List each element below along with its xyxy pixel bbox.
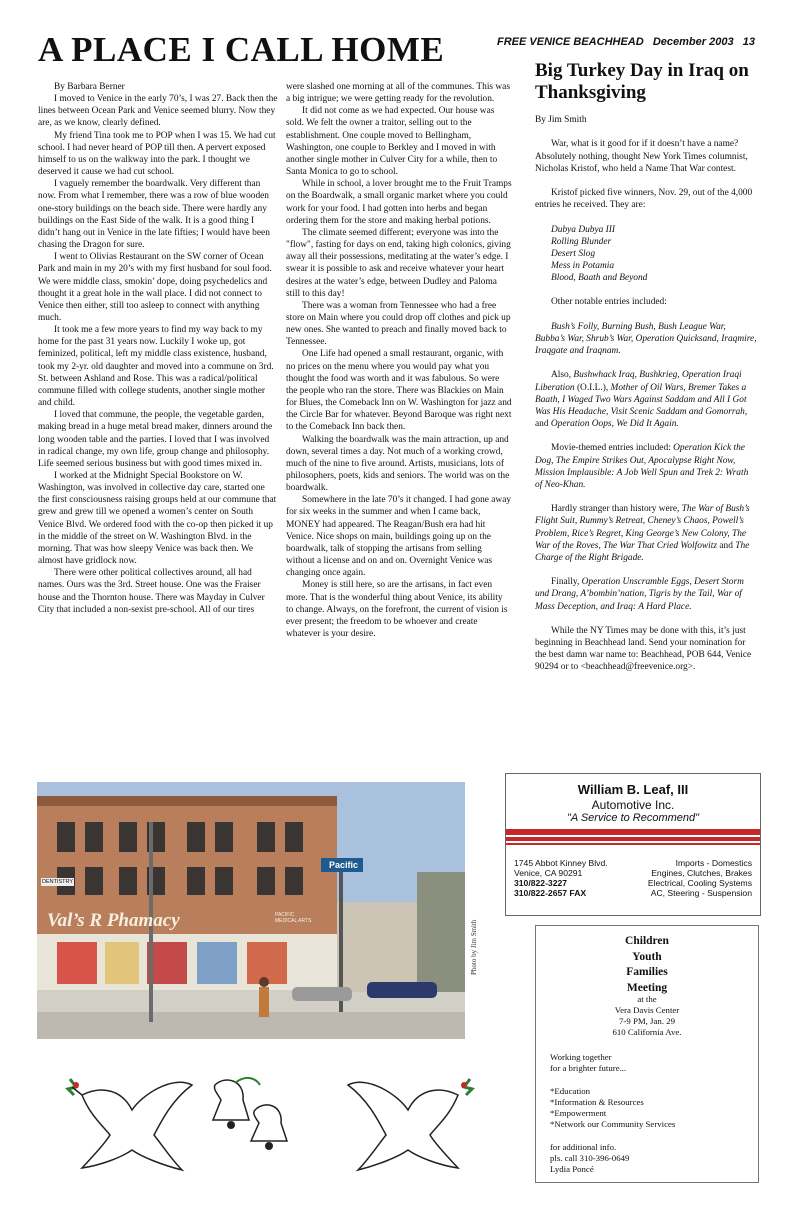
flyer-tagline: for a brighter future... bbox=[550, 1063, 627, 1074]
flyer-heading bbox=[536, 934, 758, 996]
article-column-2 bbox=[286, 81, 512, 640]
red-stripe bbox=[506, 843, 760, 845]
dentistry-sign: DENTISTRY bbox=[42, 879, 74, 885]
meeting-flyer bbox=[535, 925, 759, 1183]
paragraph: Kristof picked five winners, Nov. 29, out of the 4,000 entries he received. They are: bbox=[535, 188, 753, 211]
entries-text: Bush’s Folly, Burning Bush, Bush League War, Bubba’s War, Shrub’s War, Operation Quicksand, Iraqmire, Iraqgate and Iraqnam. bbox=[535, 321, 757, 357]
flyer-at: at the bbox=[637, 994, 657, 1004]
paragraph: Other notable entries included: bbox=[551, 297, 667, 308]
paragraph: There were other political collectives around, all had names. Ours was the 3rd. Street house. One was the Fraiser house and the Thornton house. There was Mayday in Culver City that included a non-sexist pre-school. All of our tires bbox=[38, 568, 265, 615]
publication-name: FREE VENICE BEACHHEAD bbox=[497, 36, 644, 48]
paragraph: I vaguely remember the boardwalk. Very different than now. From what I remember, there was a row of blue wooden one-story buildings on the beach side. There were hardly any buildings on the East Side of the walk. It is a good thing I didn’t hang out in Venice in the late fifties; I would have been chasing the Dragon for sure. bbox=[38, 179, 270, 251]
paragraph: I went to Olivias Restaurant on the SW corner of Ocean Park and main in my 20’s with my first husband for soul food. We were middle class, smokin’ dope, doing psychedelics and thought it a great hole in the wall place. I did not connect to Venice then either, still too asleep to connect with anything much. bbox=[38, 252, 272, 323]
bells-icon bbox=[205, 1075, 295, 1160]
entries-text: The War of Bush’s Flight Suit, Rummy’s Retreat, Cheney’s Chaos, Powell’s Problem, Rice’s Regret, King George’s New Colony, The War of the Roves, The War That Cried Wolfowitz bbox=[535, 504, 750, 551]
page-number: 13 bbox=[742, 36, 755, 48]
red-stripe bbox=[506, 829, 760, 835]
paragraph: The climate seemed different; everyone was into the "flow", fasting for days on end, taking high colonics, giving away all their possessions, meditating at the water’s edge. I swear it is possible to ask and receive whatever your heart desires at the water’s edge, between Dudley and Paloma still to this day! bbox=[286, 227, 511, 299]
paragraph: There was a woman from Tennessee who had a free store on Main where you could drop off clothes and pick up new ones. She wanted to preach and finally moved back to Tennessee. bbox=[286, 300, 511, 348]
side-article bbox=[535, 60, 757, 686]
entries-text: Operation Unscramble Eggs, Desert Storm und Drang, A’bombin’nation, Tigris by the Tail, War of Mass Deception, and Iraq: A Hard Place. bbox=[535, 577, 744, 612]
ad-phone bbox=[514, 878, 608, 888]
paragraph bbox=[535, 576, 757, 612]
street-photo bbox=[37, 782, 465, 1039]
entries-text: Mother of Oil Wars, Bremer Takes a Baath, I Waged Two Wars Against Saddam and All I Got Was His Headache, Visit Scenic Saddam and Gomorrah, bbox=[535, 382, 748, 417]
paragraph: While in school, a lover brought me to the Fruit Tramps on the Boardwalk, a small organic market where you could work for your food. I had gotten into herbs and began ordering them for the store and making herbal potions. bbox=[286, 179, 512, 226]
medical-arts-sign: PACIFIC MEDICAL ARTS bbox=[275, 912, 312, 924]
entries-text: Operation Kick the Dog, The Empire Strikes Out, Apocalypse Right Now, Mission Implausible: A Job Well Spun and Trek 2: Wrath of Neo-Khan. bbox=[535, 443, 749, 490]
byline: By Barbara Berner bbox=[54, 82, 125, 92]
red-stripe bbox=[506, 837, 760, 841]
flyer-item: *Network our Community Services bbox=[550, 1119, 676, 1130]
paragraph bbox=[535, 369, 757, 430]
paragraph bbox=[535, 503, 757, 564]
flyer-time: 7-9 PM, Jan. 29 bbox=[619, 1016, 675, 1026]
entries-text: The Charge of the Right Brigade. bbox=[535, 540, 750, 563]
flyer-address: 610 California Ave. bbox=[612, 1027, 682, 1037]
flyer-body bbox=[550, 1052, 750, 1176]
winners-list bbox=[535, 224, 757, 285]
text: Movie-themed entries included: bbox=[551, 443, 674, 454]
street-sign: Pacific bbox=[329, 860, 359, 870]
ad-slogan: "A Service to Recommend" bbox=[566, 812, 700, 824]
paragraph bbox=[535, 321, 757, 357]
paragraph: Money is still here, so are the artisans, in fact even more. That is the wonderful thing about Venice, its ability to change. Always, on the forefront, the current of vision is ever present; the freedom to be whoever and create whatever is your desire. bbox=[286, 580, 508, 640]
ad-fax bbox=[514, 888, 608, 898]
auto-shop-ad bbox=[505, 773, 761, 916]
paragraph: Somewhere in the late 70’s it changed. I had gone away for six weeks in the summer and when I came back, MONEY had appeared. The Reagan/Bush era had hit Venice. Nice shops on main, buildings going up on the boardwalk, talk of stopping the artisans from selling without a license and on and on. Overnight Venice was changing once again. bbox=[286, 495, 512, 579]
list-item: Desert Slog bbox=[551, 248, 596, 259]
paragraph: It took me a few more years to find my way back to my home for the past 31 years now. Luckily I woke up, got feminized, political, left my middle class existence, husband, took my 2-yr. old daughter and moved into a commune on 3rd. St. between Ashland and Rose. This was a radical/political commune filled with college students, another single mother and child. bbox=[38, 325, 274, 409]
ad-company: Automotive Inc. bbox=[591, 798, 675, 812]
masthead bbox=[497, 36, 755, 48]
paragraph: One Life had opened a small restaurant, organic, with no prices on the menu where you would pay what you thought the food was worth and it was fabulous. So were the people who ran the store. There was Blackies on Main for Blues, the Comeback Inn on W. Washington for jazz and the Circle Bar for whatever. Beyond Baroque was right next to the Comeback Inn back then. bbox=[286, 349, 512, 433]
flyer-info: for additional info. bbox=[550, 1141, 617, 1152]
flyer-item: *Education bbox=[550, 1085, 591, 1096]
ad-service: AC, Steering - Suspension bbox=[650, 888, 752, 898]
flyer-tagline: Working together bbox=[550, 1052, 612, 1062]
paragraph: While the NY Times may be done with this, it’s just beginning in Beachhead land. Send your nomination for the best damn war name to: Beachhead, POB 644, Venice 90294 or to <beachhead@freevenice.org>. bbox=[535, 625, 752, 673]
paragraph: My friend Tina took me to POP when I was 15. We had cut school. I had never heard of POP till then. A pervert exposed himself to us on the walkway into the park. I thought we deserved it cause we had cut school. bbox=[38, 130, 276, 178]
ad-service: Electrical, Cooling Systems bbox=[647, 878, 752, 888]
dove-icon bbox=[338, 1065, 478, 1180]
text: and bbox=[535, 419, 551, 430]
ad-service: Imports - Domestics bbox=[675, 858, 752, 868]
flyer-venue: Vera Davis Center bbox=[614, 1005, 680, 1015]
flyer-heading-line: Children bbox=[625, 935, 669, 947]
list-item: Mess in Potamia bbox=[551, 260, 615, 271]
ad-fax-number: 310/822-2657 FAX bbox=[514, 888, 587, 898]
ad-services bbox=[648, 858, 752, 898]
issue-date: December 2003 bbox=[652, 36, 734, 48]
side-article-title: Big Turkey Day in Iraq on Thanksgiving bbox=[535, 60, 749, 103]
page-title: A PLACE I CALL HOME bbox=[38, 30, 445, 69]
flyer-item: *Information & Resources bbox=[550, 1096, 644, 1107]
list-item: Blood, Baath and Beyond bbox=[551, 273, 648, 284]
paragraph: I loved that commune, the people, the vegetable garden, making bread in a huge metal bread maker, dinners around the long wooden table and the parties. I loved that I was involved in radical change, my own life, group change and philosophy. Life seemed serious business but with good times mixed in. bbox=[38, 410, 273, 469]
text: and bbox=[717, 540, 736, 551]
paragraph: were slashed one morning at all of the communes. This was a big intrigue; we were getting ready for the revolution. bbox=[286, 82, 510, 105]
text: (O.I.L.), bbox=[574, 382, 611, 393]
flyer-heading-line: Youth bbox=[632, 950, 662, 963]
article-column-1 bbox=[38, 81, 278, 616]
pharmacy-sign: Val’s R Phamacy bbox=[47, 910, 180, 931]
ad-contact bbox=[514, 858, 608, 898]
ad-address: 1745 Abbot Kinney Blvd. bbox=[514, 858, 608, 868]
flyer-heading-line: Meeting bbox=[626, 981, 668, 994]
ad-city: Venice, CA 90291 bbox=[514, 868, 583, 878]
list-item: Dubya Dubya III bbox=[551, 224, 616, 235]
list-item: Rolling Blunder bbox=[551, 236, 612, 247]
flyer-heading-line: Families bbox=[626, 966, 668, 978]
flyer-contact: Lydia Poncé bbox=[550, 1164, 594, 1175]
flyer-details bbox=[536, 994, 758, 1038]
entries-text: Operation Oops, We Did It Again. bbox=[550, 419, 679, 430]
side-byline: By Jim Smith bbox=[535, 115, 587, 125]
paragraph: War, what is it good for if it doesn’t have a name? Absolutely nothing, thought New York Times columnist, Nicholas Kristof, who held a Name That War contest. bbox=[535, 139, 748, 174]
entries-text: Bushwhack Iraq, Bushkrieg, Operation Iraqi Liberation bbox=[535, 370, 742, 393]
text: Also, bbox=[551, 370, 574, 381]
ad-phone-number: 310/822-3227 bbox=[514, 878, 568, 888]
dove-icon bbox=[62, 1065, 202, 1180]
flyer-item: *Empowerment bbox=[550, 1108, 607, 1119]
paragraph: It did not come as we had expected. Our house was sold. We felt the owner a traitor, selling out to the establishment. One couple moved to Bellingham, Washington, one couple to Berkley and I moved in with another single mother in Culver City for a while, then to Santa Monica to go to school. bbox=[286, 106, 498, 178]
text: Hardly stranger than history were, bbox=[551, 504, 682, 515]
paragraph: Walking the boardwalk was the main attraction, up and down, several times a day. Not much of a working crowd, much of the nine to five around. Artists, musicians, lots of philosophers, poets, kids and seniors. The world was on the boardwalk. bbox=[286, 434, 510, 494]
ad-name: William B. Leaf, III bbox=[577, 782, 689, 797]
text: Finally, bbox=[551, 577, 582, 588]
paragraph: I moved to Venice in the early 70’s, I was 27. Back then the lines between Ocean Park and Venice seemed blurry. Now they are, as we know, clearly defined. bbox=[38, 94, 278, 129]
ad-service: Engines, Clutches, Brakes bbox=[651, 868, 752, 878]
flyer-info: pls. call 310-396-0649 bbox=[550, 1153, 630, 1164]
paragraph: I worked at the Midnight Special Bookstore on W. Washington, was involved in collective day care, started one the first consciousness raising groups held at our commune that grew and grew till we opened a women’s center on South Venice Blvd. We ordered food with the co-op then picked it up in the middle of the street on W. Washington Blvd. in the morning. That was how sleepy Venice was back then. We almost have gridlock now. bbox=[38, 471, 277, 567]
paragraph bbox=[535, 442, 757, 491]
photo-credit: Photo by Jim Smith bbox=[470, 919, 478, 975]
